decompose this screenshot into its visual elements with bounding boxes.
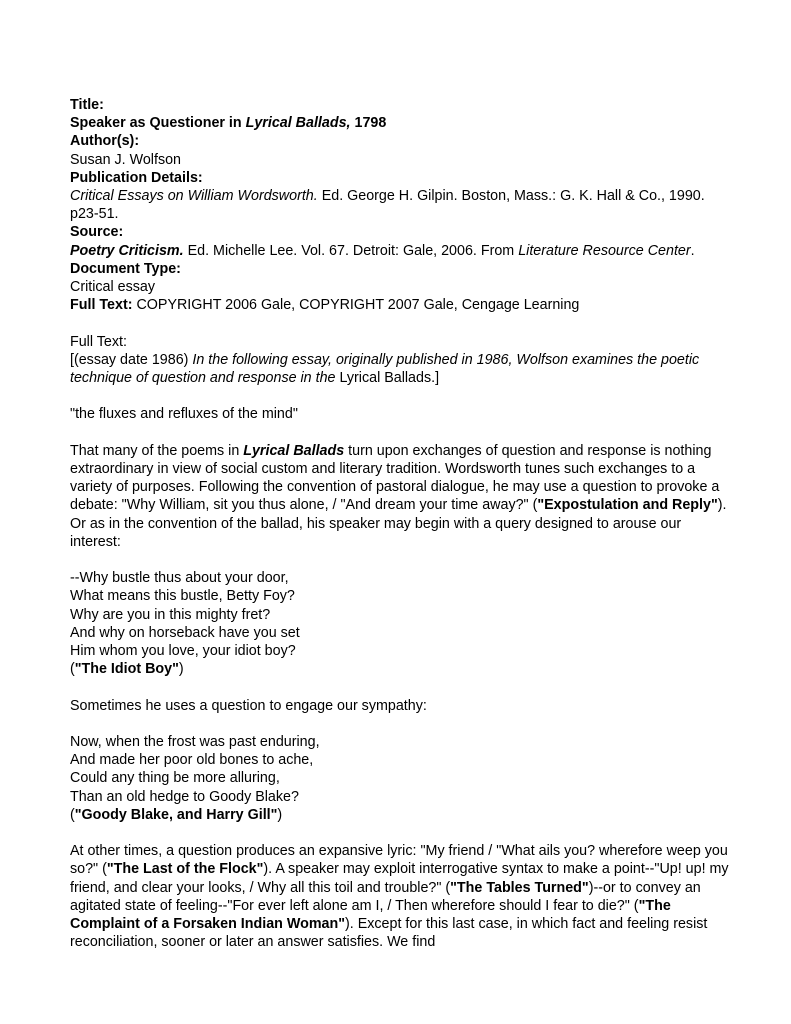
verse-line: --Why bustle thus about your door, xyxy=(70,570,289,587)
verse-line: And why on horseback have you set xyxy=(70,624,300,641)
title-label: Title: xyxy=(70,97,104,113)
publication-label: Publication Details: xyxy=(70,169,203,186)
doctype-label: Document Type: xyxy=(70,260,181,277)
fulltext-label: Full Text: xyxy=(70,333,127,350)
source-label: Source: xyxy=(70,224,124,241)
authors-label: Author(s): xyxy=(70,133,140,150)
verse-line: Could any thing be more alluring, xyxy=(70,770,280,787)
document-page xyxy=(70,96,730,951)
paragraph-1: That many of the poems in Lyrical Ballads turn upon exchanges of question and response is nothing extraordinary in view of social custom and literary tradition. Wordsworth tunes such exchanges to a variety of purposes. Following the convention of pastoral dialogue, he may use a question to provoke a debate: "Why William, sit you thus alone, / "And dream your time away?" ("Expostulation and Reply"). Or as in the convention of the ballad, his speaker may begin with a query designed to arouse our interest: xyxy=(70,442,727,550)
paragraph-3: At other times, a question produces an expansive lyric: "My friend / "What ails you? wherefore weep you so?" ("The Last of the Flock"). A speaker may exploit interrogative syntax to make a point--"Up! up! my friend, and clear your looks, / Why all this toil and trouble?" ("The Tables Turned")--or to convey an agitated state of feeling--"For ever left alone am I, / Then wherefore should I fear to die?" ("The Complaint of a Forsaken Indian Woman"). Except for this last case, in which fact and feeling resist reconciliation, sooner or later an answer satisfies. We find xyxy=(70,843,729,951)
verse-line: Him whom you love, your idiot boy? xyxy=(70,643,296,660)
epigraph: "the fluxes and refluxes of the mind" xyxy=(70,406,298,423)
verse-idiot-boy xyxy=(70,569,730,678)
verse-goody-blake xyxy=(70,733,730,824)
source-details: Poetry Criticism. Ed. Michelle Lee. Vol. 67. Detroit: Gale, 2006. From Literature Resource Center. xyxy=(70,242,695,259)
verse-line: And made her poor old bones to ache, xyxy=(70,752,314,769)
doctype-value: Critical essay xyxy=(70,279,156,296)
publication-details: Critical Essays on William Wordsworth. Ed. George H. Gilpin. Boston, Mass.: G. K. Hall & Co., 1990. p23-51. xyxy=(70,188,705,223)
fulltext-copyright: Full Text: COPYRIGHT 2006 Gale, COPYRIGHT 2007 Gale, Cengage Learning xyxy=(70,297,580,314)
editor-note: [(essay date 1986) In the following essay, originally published in 1986, Wolfson examines the poetic technique of question and response in the Lyrical Ballads.] xyxy=(70,351,700,387)
verse-line: Why are you in this mighty fret? xyxy=(70,606,271,623)
paragraph-2: Sometimes he uses a question to engage our sympathy: xyxy=(70,697,427,714)
verse-line: Now, when the frost was past enduring, xyxy=(70,734,320,751)
verse-citation: ("Goody Blake, and Harry Gill") xyxy=(70,806,283,823)
verse-line: What means this bustle, Betty Foy? xyxy=(70,588,295,605)
verse-citation: ("The Idiot Boy") xyxy=(70,661,184,678)
verse-line: Than an old hedge to Goody Blake? xyxy=(70,788,299,805)
article-title: Speaker as Questioner in Lyrical Ballads, 1798 xyxy=(70,115,387,132)
author-name: Susan J. Wolfson xyxy=(70,151,181,168)
